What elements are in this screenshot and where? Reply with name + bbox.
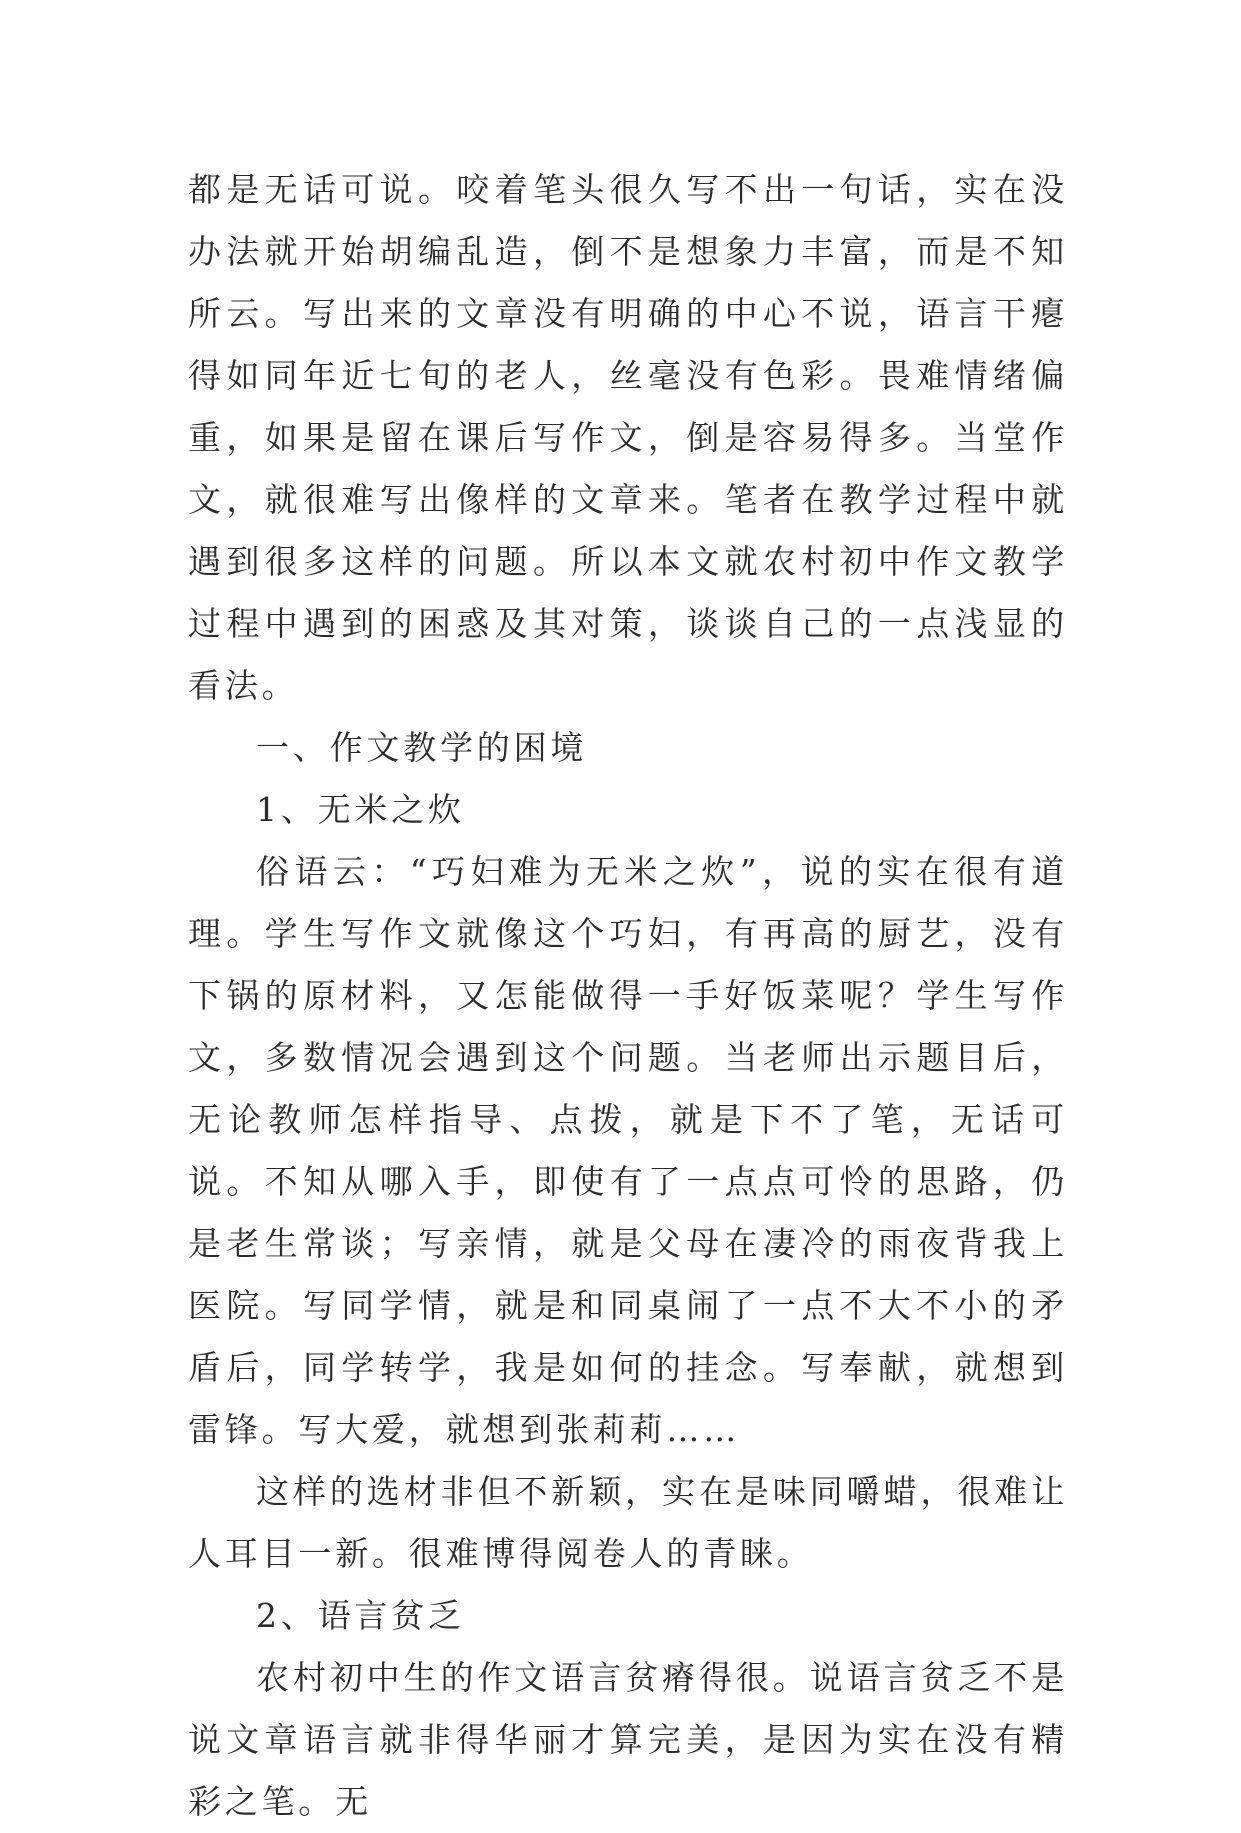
- document-body: [188, 159, 1068, 1833]
- subsection-heading: 2、语言贫乏: [256, 1596, 465, 1635]
- subsection-heading: 1、无米之炊: [256, 790, 465, 829]
- section-heading: 一、作文教学的困境: [256, 728, 588, 767]
- body-paragraph: 这样的选材非但不新颖，实在是味同嚼蜡，很难让人耳目一新。很难博得阅卷人的青睐。: [188, 1472, 1068, 1573]
- body-paragraph: 俗语云：“巧妇难为无米之炊”，说的实在很有道理。学生写作文就像这个巧妇，有再高的厨艺，没有下锅的原材料，又怎能做得一手好饭菜呢？学生写作文，多数情况会遇到这个问题。当老师出示题目后，无论教师怎样指导、点拨，就是下不了笔，无话可说。不知从哪入手，即使有了一点点可怜的思路，仍是老生常谈；写亲情，就是父母在凄冷的雨夜背我上医院。写同学情，就是和同桌闹了一点不大不小的矛盾后，同学转学，我是如何的挂念。写奉献，就想到雷锋。写大爱，就想到张莉莉……: [188, 852, 1068, 1449]
- body-paragraph: 都是无话可说。咬着笔头很久写不出一句话，实在没办法就开始胡编乱造，倒不是想象力丰富，而是不知所云。写出来的文章没有明确的中心不说，语言干瘪得如同年近七旬的老人，丝毫没有色彩。畏难情绪偏重，如果是留在课后写作文，倒是容易得多。当堂作文，就很难写出像样的文章来。笔者在教学过程中就遇到很多这样的问题。所以本文就农村初中作文教学过程中遇到的困惑及其对策，谈谈自己的一点浅显的看法。: [188, 170, 1068, 705]
- body-paragraph: 农村初中生的作文语言贫瘠得很。说语言贫乏不是说文章语言就非得华丽才算完美，是因为实在没有精彩之笔。无: [188, 1658, 1068, 1821]
